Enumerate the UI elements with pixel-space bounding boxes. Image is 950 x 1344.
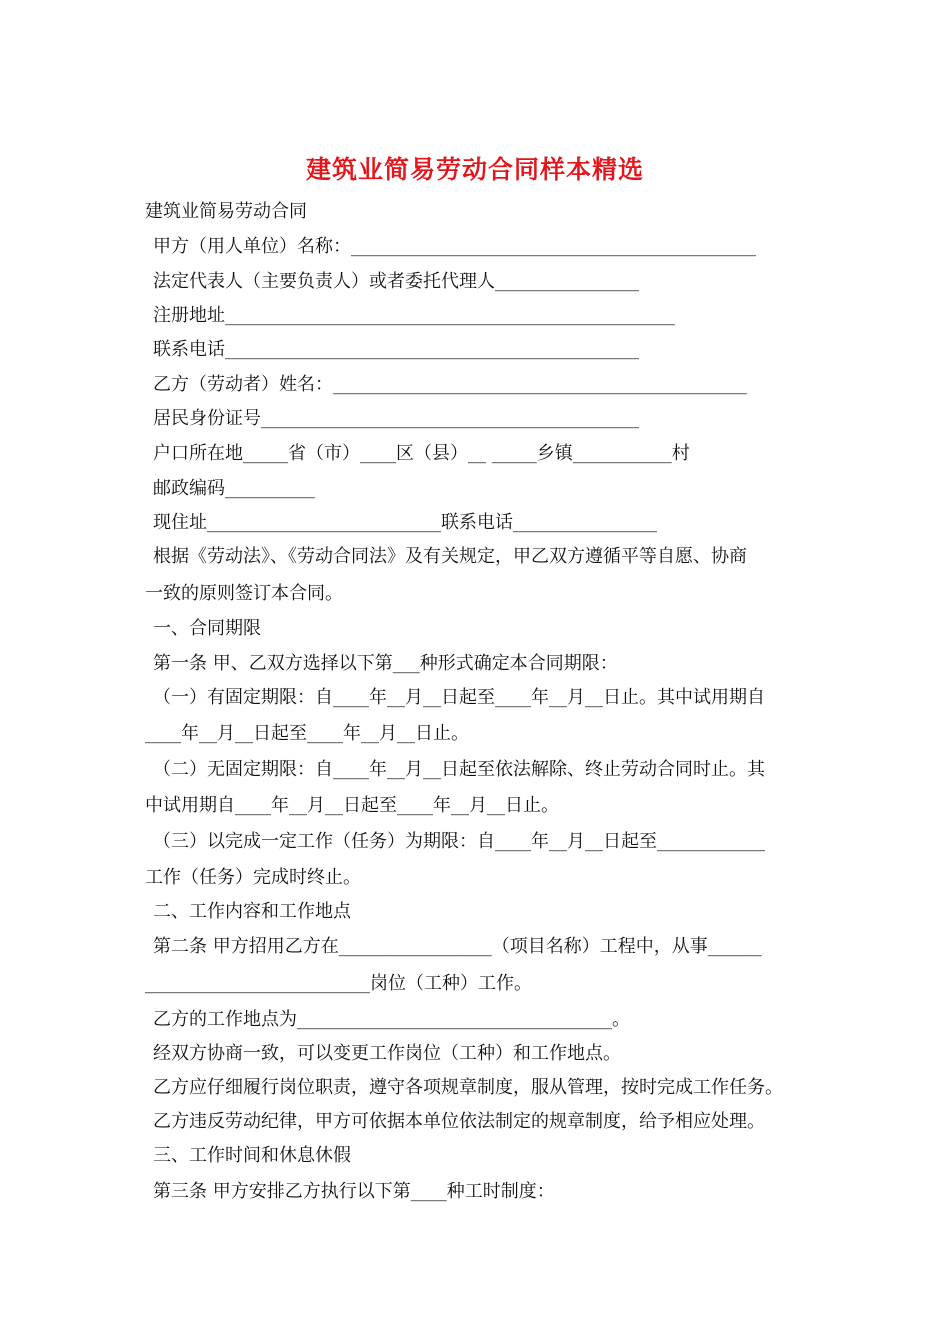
article-1: 第一条 甲、乙双方选择以下第___种形式确定本合同期限：: [153, 653, 618, 674]
section-heading-3: 三、工作时间和休息休假: [153, 1145, 351, 1166]
paragraph-line: 工作（任务）完成时终止。: [145, 867, 361, 888]
party-a-name-line: 甲方（用人单位）名称：_____________________________________________: [153, 236, 756, 257]
paragraph-line: 乙方的工作地点为___________________________________。: [153, 1009, 630, 1030]
paragraph-line: （一）有固定期限：自____年__月__日起至____年__月__日止。其中试用期自: [153, 687, 765, 708]
legal-rep-line: 法定代表人（主要负责人）或者委托代理人________________: [153, 271, 639, 292]
paragraph-line: 一致的原则签订本合同。: [145, 583, 343, 604]
id-number-line: 居民身份证号__________________________________________: [153, 408, 639, 429]
registered-address-line: 注册地址__________________________________________________: [153, 305, 675, 326]
party-b-name-line: 乙方（劳动者）姓名：______________________________________________: [153, 374, 747, 395]
section-heading-2: 二、工作内容和工作地点: [153, 901, 351, 922]
contact-phone-line: 联系电话______________________________________________: [153, 339, 639, 360]
section-heading-1: 一、合同期限: [153, 618, 261, 639]
paragraph-line: 中试用期自____年__月__日起至____年__月__日止。: [145, 795, 559, 816]
household-line: 户口所在地_____省（市）____区（县）__ _____乡镇___________村: [153, 443, 690, 464]
postal-code-line: 邮政编码__________: [153, 478, 315, 499]
article-3: 第三条 甲方安排乙方执行以下第____种工时制度：: [153, 1181, 555, 1202]
paragraph-line: 经双方协商一致，可以变更工作岗位（工种）和工作地点。: [153, 1043, 621, 1064]
article-2: 第二条 甲方招用乙方在_________________（项目名称）工程中，从事______: [153, 936, 762, 957]
paragraph-line: _________________________岗位（工种）工作。: [145, 973, 532, 994]
paragraph-line: 乙方应仔细履行岗位职责，遵守各项规章制度，服从管理，按时完成工作任务。: [153, 1077, 783, 1098]
paragraph-line: （三）以完成一定工作（任务）为期限：自____年__月__日起至____________: [153, 831, 765, 852]
document-title: 建筑业简易劳动合同样本精选: [305, 155, 644, 184]
paragraph-line: 乙方违反劳动纪律，甲方可依据本单位依法制定的规章制度，给予相应处理。: [153, 1111, 765, 1132]
paragraph-line: （二）无固定期限：自____年__月__日起至依法解除、终止劳动合同时止。其: [153, 759, 765, 780]
paragraph-line: 根据《劳动法》、《劳动合同法》及有关规定，甲乙双方遵循平等自愿、协商: [153, 546, 747, 567]
document-subtitle: 建筑业简易劳动合同: [145, 201, 307, 222]
current-address-line: 现住址__________________________联系电话________________: [153, 512, 657, 533]
paragraph-line: ____年__月__日起至____年__月__日止。: [145, 723, 469, 744]
